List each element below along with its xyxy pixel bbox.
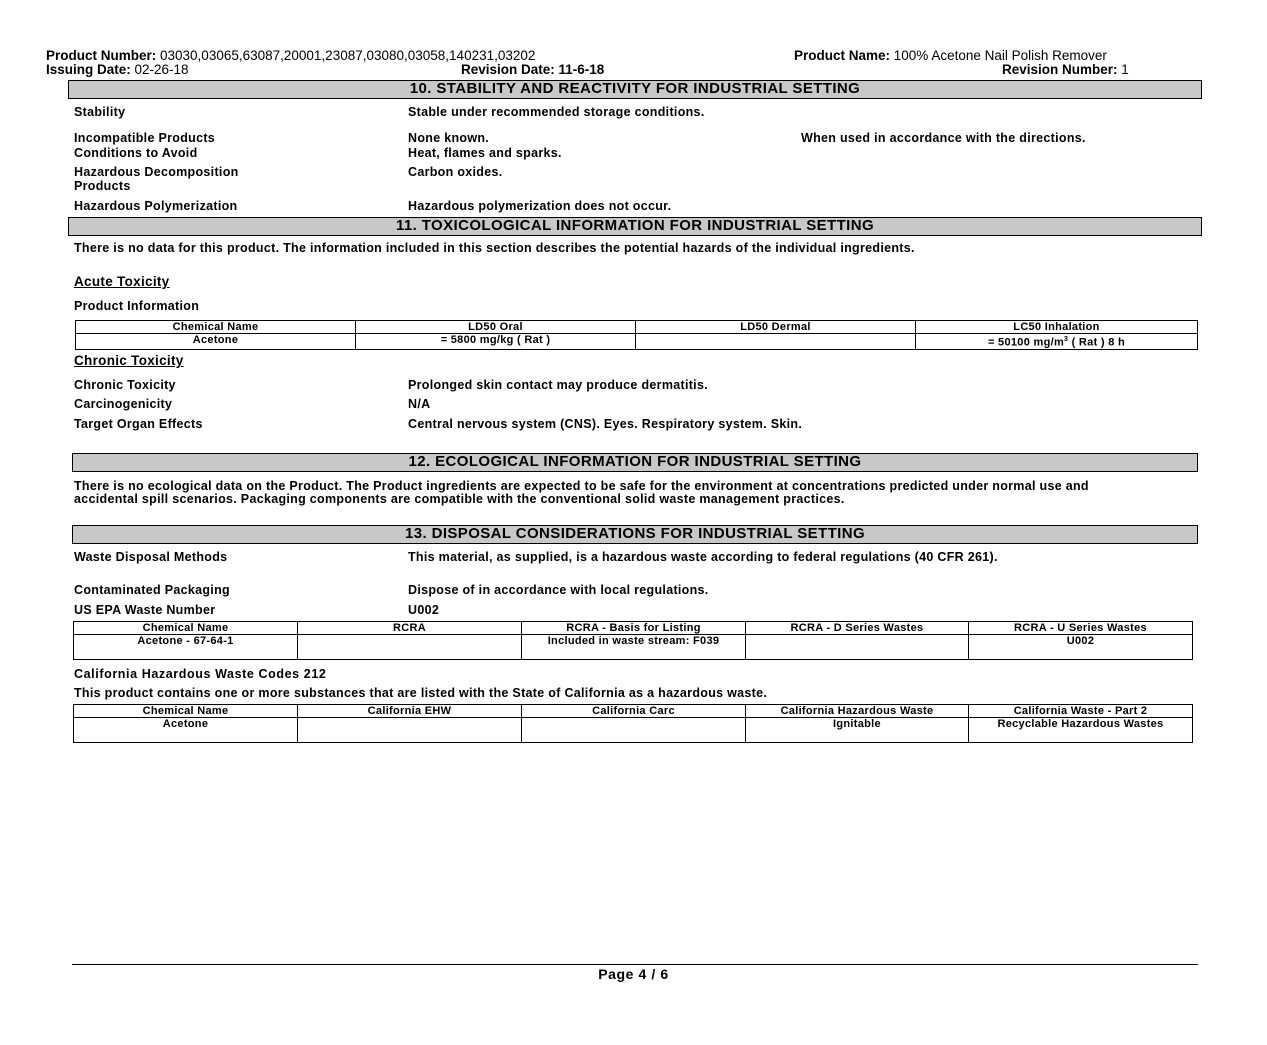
rcra-cell-chemical: Acetone - 67-64-1 [74, 635, 298, 660]
decomposition-label-1: Hazardous Decomposition [74, 165, 239, 179]
product-name-label: Product Name: [794, 48, 891, 63]
target-organ-value: Central nervous system (CNS). Eyes. Respiratory system. Skin. [408, 417, 803, 431]
incompatible-note: When used in accordance with the directions. [801, 131, 1086, 145]
acute-toxicity-heading: Acute Toxicity [74, 274, 170, 289]
tox-header-ld50-oral: LD50 Oral [356, 321, 636, 334]
revision-number-value: 1 [1117, 62, 1129, 77]
contaminated-packaging-value: Dispose of in accordance with local regulations. [408, 583, 709, 597]
toxicology-intro: There is no data for this product. The information included in this section describes the potential hazards of the individual ingredients. [74, 241, 915, 255]
epa-waste-number-value: U002 [408, 603, 440, 617]
ca-header-chemical: Chemical Name [74, 705, 298, 718]
table-row [74, 635, 1193, 660]
footer-divider [72, 964, 1198, 965]
toxicity-table [75, 320, 1198, 350]
rcra-header-chemical: Chemical Name [74, 622, 298, 635]
chronic-toxicity-heading: Chronic Toxicity [74, 353, 184, 368]
ca-header-part-2: California Waste - Part 2 [969, 705, 1193, 718]
polymerization-label: Hazardous Polymerization [74, 199, 238, 213]
table-row [76, 334, 1198, 350]
conditions-label: Conditions to Avoid [74, 146, 198, 160]
revision-number [1002, 62, 1129, 77]
product-number-label: Product Number: [46, 48, 157, 63]
decomposition-label-2: Products [74, 179, 131, 193]
waste-disposal-label: Waste Disposal Methods [74, 550, 228, 564]
incompatible-value: None known. [408, 131, 490, 145]
ca-cell-chemical: Acetone [74, 718, 298, 743]
tox-header-lc50-inhalation: LC50 Inhalation [916, 321, 1198, 334]
ca-header-hazardous-waste: California Hazardous Waste [746, 705, 969, 718]
revision-date-value: 11-6-18 [554, 62, 605, 77]
california-waste-text: This product contains one or more substances that are listed with the State of California as a hazardous waste. [74, 686, 768, 700]
rcra-header-basis: RCRA - Basis for Listing [522, 622, 746, 635]
product-name [794, 48, 1107, 63]
lc50-superscript: 3 [1064, 336, 1069, 343]
waste-disposal-value: This material, as supplied, is a hazardous waste according to federal regulations (40 CFR 261). [408, 550, 998, 564]
ca-cell-hazardous-waste: Ignitable [746, 718, 969, 743]
lc50-value: = 50100 mg/m [987, 336, 1065, 349]
rcra-header-d-series: RCRA - D Series Wastes [746, 622, 969, 635]
section-11-title: 11. TOXICOLOGICAL INFORMATION FOR INDUSTRIAL SETTING [68, 217, 1202, 236]
rcra-header-rcra: RCRA [298, 622, 522, 635]
stability-label: Stability [74, 105, 126, 119]
california-table [73, 704, 1193, 743]
product-information-label: Product Information [74, 299, 200, 313]
conditions-value: Heat, flames and sparks. [408, 146, 562, 160]
california-waste-codes: California Hazardous Waste Codes 212 [74, 667, 327, 681]
product-name-value: 100% Acetone Nail Polish Remover [890, 48, 1107, 63]
polymerization-value: Hazardous polymerization does not occur. [408, 199, 672, 213]
rcra-header-u-series: RCRA - U Series Wastes [969, 622, 1193, 635]
incompatible-label: Incompatible Products [74, 131, 216, 145]
rcra-cell-basis: Included in waste stream: F039 [522, 635, 746, 660]
revision-date [461, 62, 604, 77]
chronic-toxicity-value: Prolonged skin contact may produce dermatitis. [408, 378, 708, 392]
carcinogenicity-value: N/A [408, 397, 431, 411]
tox-cell-lc50-inhalation [916, 334, 1198, 350]
ca-cell-ehw [298, 718, 522, 743]
section-10-title: 10. STABILITY AND REACTIVITY FOR INDUSTRIAL SETTING [68, 80, 1202, 99]
ecological-text: There is no ecological data on the Product. The Product ingredients are expected to be safe for the environment at concentrations predicted under normal use and accidental spill scenarios. Packaging components are compatible with the conventional solid waste management practices. [74, 479, 1089, 506]
issuing-date-label: Issuing Date: [46, 62, 131, 77]
table-row [74, 718, 1193, 743]
ca-cell-part-2: Recyclable Hazardous Wastes [969, 718, 1193, 743]
chronic-toxicity-label: Chronic Toxicity [74, 378, 176, 392]
epa-waste-number-label: US EPA Waste Number [74, 603, 216, 617]
tox-header-chemical: Chemical Name [76, 321, 356, 334]
carcinogenicity-label: Carcinogenicity [74, 397, 173, 411]
tox-cell-chemical: Acetone [76, 334, 356, 350]
tox-cell-ld50-oral: = 5800 mg/kg ( Rat ) [356, 334, 636, 350]
page-number: Page 4 / 6 [598, 966, 669, 982]
section-13-title: 13. DISPOSAL CONSIDERATIONS FOR INDUSTRIAL SETTING [72, 525, 1198, 544]
lc50-suffix: ( Rat ) 8 h [1068, 336, 1126, 349]
decomposition-value: Carbon oxides. [408, 165, 503, 179]
issuing-date [46, 62, 189, 77]
issuing-date-value: 02-26-18 [130, 62, 189, 77]
product-number-value: 03030,03065,63087,20001,23087,03080,03058,140231,03202 [156, 48, 536, 63]
contaminated-packaging-label: Contaminated Packaging [74, 583, 230, 597]
ca-header-ehw: California EHW [298, 705, 522, 718]
ca-header-carc: California Carc [522, 705, 746, 718]
rcra-cell-d-series [746, 635, 969, 660]
section-12-title: 12. ECOLOGICAL INFORMATION FOR INDUSTRIAL SETTING [72, 453, 1198, 472]
revision-number-label: Revision Number: [1002, 62, 1118, 77]
rcra-cell-u-series: U002 [969, 635, 1193, 660]
rcra-table [73, 621, 1193, 660]
tox-cell-ld50-dermal [636, 334, 916, 350]
revision-date-label: Revision Date: [461, 62, 555, 77]
stability-value: Stable under recommended storage conditions. [408, 105, 705, 119]
tox-header-ld50-dermal: LD50 Dermal [636, 321, 916, 334]
rcra-cell-rcra [298, 635, 522, 660]
target-organ-label: Target Organ Effects [74, 417, 203, 431]
product-number [46, 48, 535, 63]
ca-cell-carc [522, 718, 746, 743]
